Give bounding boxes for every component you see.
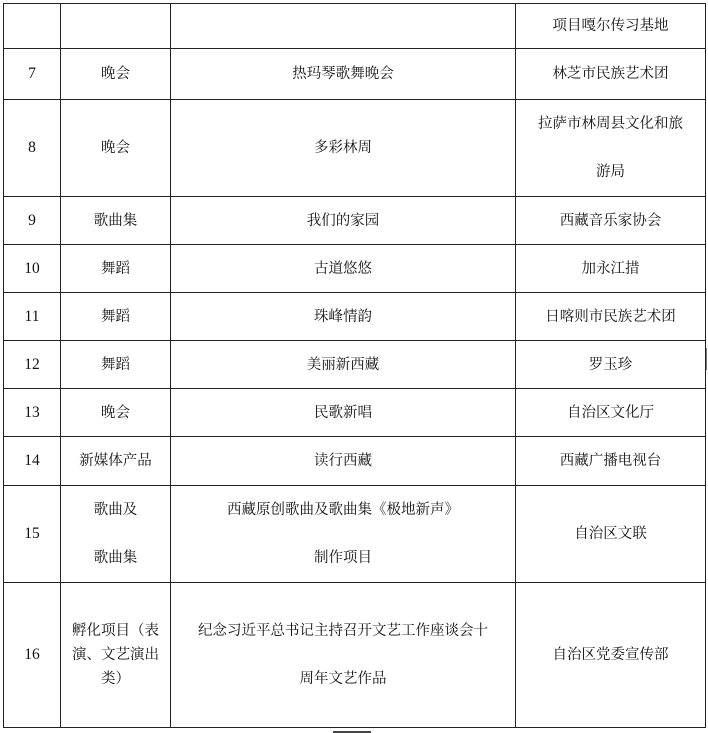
row-organization-cell bbox=[516, 4, 706, 49]
row-organization-text: 西藏音乐家协会 bbox=[559, 212, 662, 229]
row-type-cell bbox=[61, 486, 171, 583]
row-organization-text: 游局 bbox=[596, 164, 625, 180]
row-organization-cell bbox=[516, 486, 706, 583]
row-type-text: 歌曲集 bbox=[93, 212, 138, 229]
row-organization-cell bbox=[516, 389, 706, 437]
row-number-cell bbox=[4, 583, 61, 728]
row-name-text: 读行西藏 bbox=[314, 453, 372, 469]
row-organization-text: 日喀则市民族艺术团 bbox=[545, 308, 676, 325]
row-type-cell bbox=[61, 197, 171, 245]
row-name-cell bbox=[171, 341, 516, 389]
row-organization-cell bbox=[516, 100, 706, 197]
row-organization-text: 项目嘎尔传习基地 bbox=[552, 18, 669, 34]
table-row bbox=[4, 293, 706, 341]
row-type-cell bbox=[61, 437, 171, 486]
table-row bbox=[4, 49, 706, 100]
row-type-text: 晚会 bbox=[101, 404, 130, 421]
table-row bbox=[4, 583, 706, 728]
row-name-cell bbox=[171, 245, 516, 293]
row-organization-text: 林芝市民族艺术团 bbox=[552, 66, 669, 82]
row-organization-text: 拉萨市林周县文化和旅 bbox=[538, 116, 683, 132]
row-number-text: 8 bbox=[28, 139, 36, 156]
row-type-cell bbox=[61, 583, 171, 728]
row-type-text: 舞蹈 bbox=[101, 356, 130, 373]
row-organization-text: 自治区党委宣传部 bbox=[552, 647, 669, 663]
row-type-text: 孵化项目（表 bbox=[72, 623, 159, 639]
row-organization-text: 罗玉珍 bbox=[588, 356, 633, 373]
row-name-cell bbox=[171, 583, 516, 728]
row-number-text: 15 bbox=[24, 525, 40, 542]
table-row bbox=[4, 100, 706, 197]
row-organization-text: 自治区文化厅 bbox=[567, 404, 654, 421]
row-number-cell bbox=[4, 293, 61, 341]
row-type-cell bbox=[61, 100, 171, 197]
row-name-text: 我们的家园 bbox=[306, 212, 380, 229]
row-name-cell bbox=[171, 49, 516, 100]
row-name-cell bbox=[171, 486, 516, 583]
row-organization-text: 西藏广播电视台 bbox=[559, 453, 662, 469]
page-edge-mark bbox=[706, 348, 707, 370]
row-organization-cell bbox=[516, 197, 706, 245]
row-type-cell bbox=[61, 293, 171, 341]
row-type-text: 舞蹈 bbox=[101, 260, 130, 277]
row-type-text: 演、文艺演出 bbox=[72, 647, 159, 663]
row-type-text: 晚会 bbox=[101, 140, 130, 156]
table-row bbox=[4, 389, 706, 437]
row-name-text: 纪念习近平总书记主持召开文艺工作座谈会十 bbox=[198, 623, 488, 639]
row-number-text: 14 bbox=[24, 452, 40, 469]
row-number-cell bbox=[4, 49, 61, 100]
row-name-text: 珠峰情韵 bbox=[314, 308, 372, 325]
row-number-text: 12 bbox=[24, 355, 40, 373]
row-type-text: 新媒体产品 bbox=[79, 453, 152, 469]
row-organization-cell bbox=[516, 293, 706, 341]
row-type-text: 歌曲及 bbox=[93, 502, 138, 518]
row-organization-cell bbox=[516, 245, 706, 293]
row-organization-cell bbox=[516, 437, 706, 486]
row-name-text: 美丽新西藏 bbox=[306, 356, 380, 373]
row-type-cell bbox=[61, 389, 171, 437]
row-name-text: 周年文艺作品 bbox=[299, 671, 387, 687]
row-name-cell bbox=[171, 293, 516, 341]
row-type-cell bbox=[61, 49, 171, 100]
row-number-cell bbox=[4, 486, 61, 583]
row-type-text: 歌曲集 bbox=[93, 550, 138, 566]
row-name-text: 古道悠悠 bbox=[314, 260, 372, 277]
row-name-cell bbox=[171, 4, 516, 49]
row-name-text: 西藏原创歌曲及歌曲集《极地新声》 bbox=[227, 502, 459, 518]
table-row bbox=[4, 197, 706, 245]
row-organization-text: 加永江措 bbox=[581, 260, 640, 277]
row-number-cell bbox=[4, 389, 61, 437]
row-type-cell bbox=[61, 4, 171, 49]
row-name-cell bbox=[171, 389, 516, 437]
row-number-cell bbox=[4, 100, 61, 197]
row-number-cell bbox=[4, 437, 61, 486]
row-name-cell bbox=[171, 437, 516, 486]
row-type-text: 晚会 bbox=[101, 66, 130, 82]
table-row bbox=[4, 437, 706, 486]
row-number-text: 11 bbox=[24, 307, 40, 325]
row-organization-cell bbox=[516, 49, 706, 100]
table-row bbox=[4, 486, 706, 583]
row-number-cell bbox=[4, 4, 61, 49]
row-organization-text: 自治区文联 bbox=[574, 526, 647, 542]
row-name-cell bbox=[171, 100, 516, 197]
row-number-cell bbox=[4, 197, 61, 245]
row-name-cell bbox=[171, 197, 516, 245]
row-type-text: 舞蹈 bbox=[101, 308, 130, 325]
row-number-text: 13 bbox=[24, 403, 40, 421]
row-type-text: 类） bbox=[101, 671, 130, 687]
row-number-text: 16 bbox=[24, 646, 40, 663]
table-row bbox=[4, 341, 706, 389]
row-number-text: 10 bbox=[24, 259, 40, 277]
row-organization-cell bbox=[516, 583, 706, 728]
row-number-text: 9 bbox=[28, 211, 36, 229]
row-name-text: 制作项目 bbox=[314, 550, 372, 566]
row-name-text: 多彩林周 bbox=[314, 140, 372, 156]
project-table bbox=[3, 3, 706, 728]
row-number-cell bbox=[4, 341, 61, 389]
table-row bbox=[4, 4, 706, 49]
row-number-text: 7 bbox=[28, 65, 36, 82]
row-organization-cell bbox=[516, 341, 706, 389]
row-type-cell bbox=[61, 245, 171, 293]
row-name-text: 热玛琴歌舞晚会 bbox=[292, 66, 394, 82]
row-name-text: 民歌新唱 bbox=[314, 404, 372, 421]
row-type-cell bbox=[61, 341, 171, 389]
row-number-cell bbox=[4, 245, 61, 293]
table-row bbox=[4, 245, 706, 293]
